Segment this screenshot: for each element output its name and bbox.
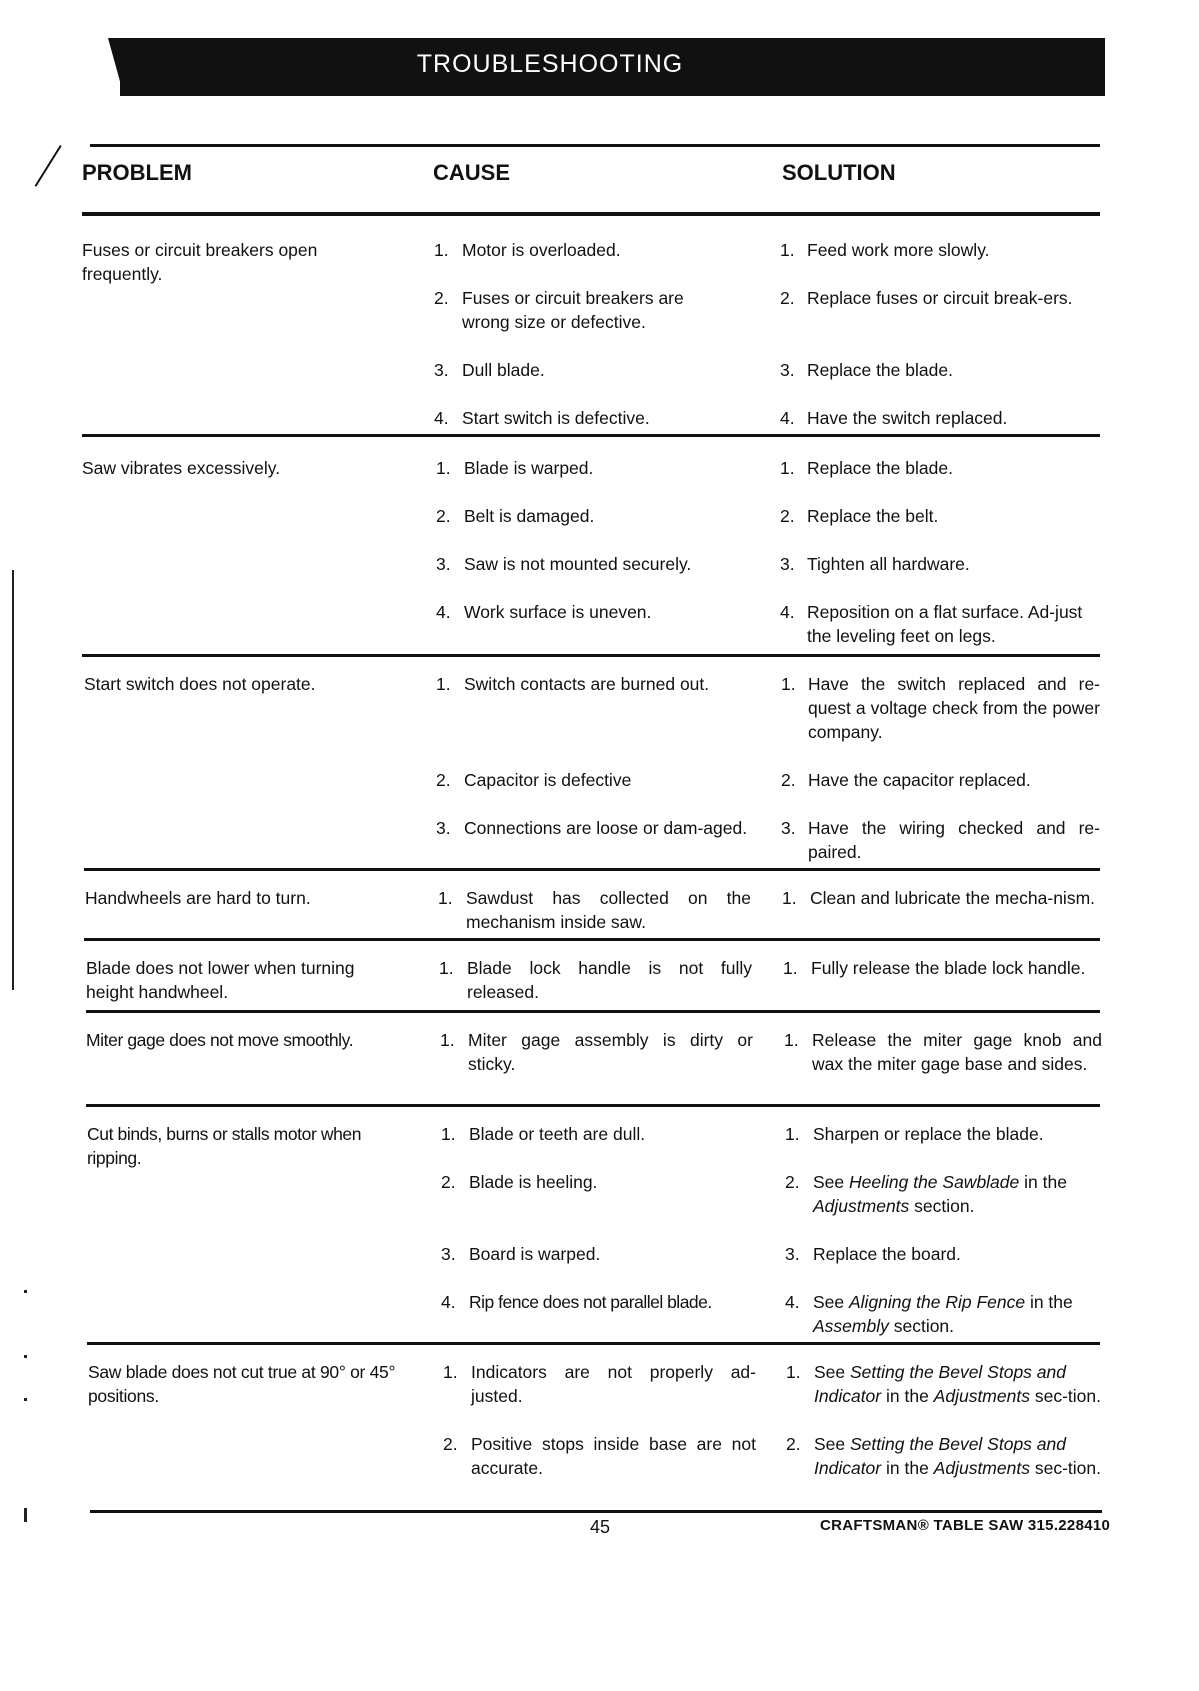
solution-section-ref: Adjustments: [933, 1386, 1030, 1406]
solution-number: 1.: [786, 1362, 801, 1382]
solution-text-part: in the: [1025, 1292, 1073, 1312]
solution-section-ref: Adjustments: [813, 1196, 910, 1216]
cause-text: Connections are loose or dam-aged.: [464, 818, 748, 838]
cause-number: 2.: [434, 288, 449, 308]
solution-number: 3.: [781, 818, 796, 838]
solution-text-part: See: [814, 1362, 850, 1382]
solution-text: [814, 1360, 1104, 1408]
footer-product-label: CRAFTSMAN® TABLE SAW 315.228410: [820, 1517, 1111, 1534]
cause-number: 1.: [440, 1030, 455, 1050]
row-divider: [82, 434, 1100, 437]
header-bottom-rule: [82, 212, 1100, 216]
problem-text: Saw blade does not cut true at 90° or 45° positions.: [88, 1362, 396, 1406]
cause-number: 4.: [441, 1292, 456, 1312]
problem-text: Blade does not lower when turning height handwheel.: [86, 958, 355, 1002]
solution-text: Release the miter gage knob and wax the miter gage base and sides.: [812, 1030, 1102, 1074]
solution-text-part: See: [813, 1172, 849, 1192]
cause-text: Belt is damaged.: [464, 506, 595, 526]
solution-number: 3.: [780, 554, 795, 574]
solution-text: Reposition on a flat surface. Ad-just the leveling feet on legs.: [807, 602, 1083, 646]
solution-reference: Aligning the Rip Fence: [849, 1292, 1026, 1312]
solution-text: [813, 1290, 1103, 1338]
cause-text: Miter gage assembly is dirty or sticky.: [468, 1030, 753, 1074]
page-title: TROUBLESHOOTING: [416, 50, 684, 78]
margin-scan-mark: [24, 1355, 27, 1358]
cause-number: 1.: [439, 958, 454, 978]
cause-number: 1.: [438, 888, 453, 908]
margin-scan-mark: [24, 1398, 27, 1401]
solution-number: 1.: [780, 240, 795, 260]
cause-text: Indicators are not properly ad-justed.: [471, 1362, 756, 1406]
solution-number: 4.: [780, 602, 795, 622]
cause-text: Work surface is uneven.: [464, 602, 652, 622]
solution-text: Fully release the blade lock handle.: [811, 958, 1086, 978]
row-divider: [84, 868, 1100, 871]
solution-reference: Heeling the Sawblade: [849, 1172, 1020, 1192]
row-divider: [82, 654, 1100, 657]
solution-text: [813, 1170, 1103, 1218]
problem-text: Cut binds, burns or stalls motor when ripping.: [87, 1124, 362, 1168]
bottom-rule: [90, 1510, 1102, 1513]
solution-reference: Setting the Bevel Stops and Indicator: [814, 1362, 1066, 1406]
solution-number: 3.: [780, 360, 795, 380]
problem-text: Handwheels are hard to turn.: [85, 888, 311, 908]
cause-number: 2.: [436, 770, 451, 790]
solution-text: Have the switch replaced and re-quest a voltage check from the power company.: [808, 674, 1100, 742]
cause-number: 2.: [436, 506, 451, 526]
cause-text: Sawdust has collected on the mechanism inside saw.: [466, 888, 751, 932]
cause-number: 3.: [436, 818, 451, 838]
solution-text: Sharpen or replace the blade.: [813, 1124, 1044, 1144]
page-number: 45: [590, 1517, 611, 1537]
solution-number: 4.: [785, 1292, 800, 1312]
cause-text: Switch contacts are burned out.: [464, 674, 710, 694]
solution-text: Clean and lubricate the mecha-nism.: [810, 888, 1096, 908]
cause-number: 1.: [443, 1362, 458, 1382]
cause-number: 1.: [436, 458, 451, 478]
cause-text: Dull blade.: [462, 360, 545, 380]
solution-text: Replace fuses or circuit break-ers.: [807, 288, 1073, 308]
header-slash-mark: [35, 145, 62, 187]
row-divider: [86, 1010, 1100, 1013]
cause-number: 3.: [441, 1244, 456, 1264]
solution-text-part: section.: [888, 1316, 955, 1336]
cause-text: Blade is heeling.: [469, 1172, 598, 1192]
problem-text: Saw vibrates excessively.: [82, 458, 281, 478]
solution-text-part: in the: [881, 1458, 934, 1478]
cause-text: Blade is warped.: [464, 458, 594, 478]
solution-section-ref: Adjustments: [933, 1458, 1030, 1478]
problem-text: Start switch does not operate.: [84, 674, 316, 694]
solution-text: Have the capacitor replaced.: [808, 770, 1031, 790]
cause-text: Start switch is defective.: [462, 408, 650, 428]
solution-number: 2.: [780, 288, 795, 308]
cause-number: 1.: [441, 1124, 456, 1144]
solution-text-part: See: [813, 1292, 849, 1312]
problem-text: Fuses or circuit breakers open frequently.: [82, 240, 318, 284]
solution-number: 1.: [782, 888, 797, 908]
cause-number: 2.: [441, 1172, 456, 1192]
solution-number: 1.: [785, 1124, 800, 1144]
solution-text: [814, 1432, 1104, 1480]
solution-text: Replace the blade.: [807, 360, 953, 380]
cause-text: Capacitor is defective: [464, 770, 632, 790]
solution-number: 1.: [784, 1030, 799, 1050]
header-problem: PROBLEM: [82, 160, 192, 185]
cause-number: 3.: [436, 554, 451, 574]
cause-text: Fuses or circuit breakers are wrong size or defective.: [462, 288, 684, 332]
solution-text-part: in the: [881, 1386, 934, 1406]
solution-text: Replace the board.: [813, 1244, 961, 1264]
solution-number: 2.: [780, 506, 795, 526]
solution-number: 2.: [781, 770, 796, 790]
solution-number: 3.: [785, 1244, 800, 1264]
header-top-rule: [90, 144, 1100, 147]
header-cause: CAUSE: [433, 160, 511, 185]
cause-text: Motor is overloaded.: [462, 240, 621, 260]
cause-number: 4.: [434, 408, 449, 428]
solution-number: 4.: [780, 408, 795, 428]
header-solution: SOLUTION: [782, 160, 896, 185]
row-divider: [87, 1342, 1100, 1345]
solution-text: Tighten all hardware.: [807, 554, 970, 574]
cause-text: Blade lock handle is not fully released.: [467, 958, 752, 1002]
solution-text: Replace the belt.: [807, 506, 939, 526]
row-divider: [84, 938, 1100, 941]
solution-text-part: sec-tion.: [1029, 1458, 1101, 1478]
solution-text-part: sec-tion.: [1029, 1386, 1101, 1406]
cause-text: Saw is not mounted securely.: [464, 554, 692, 574]
solution-number: 1.: [783, 958, 798, 978]
solution-text: Feed work more slowly.: [807, 240, 990, 260]
cause-number: 3.: [434, 360, 449, 380]
solution-text: Have the switch replaced.: [807, 408, 1008, 428]
solution-number: 1.: [780, 458, 795, 478]
problem-text: Miter gage does not move smoothly.: [86, 1030, 354, 1050]
solution-text-part: See: [814, 1434, 850, 1454]
solution-number: 2.: [786, 1434, 801, 1454]
solution-number: 2.: [785, 1172, 800, 1192]
solution-text-part: in the: [1019, 1172, 1067, 1192]
cause-text: Board is warped.: [469, 1244, 601, 1264]
solution-text: Have the wiring checked and re-paired.: [808, 818, 1100, 862]
cause-text: Positive stops inside base are not accurate.: [471, 1434, 756, 1478]
margin-scan-line: [12, 570, 14, 990]
solution-reference: Setting the Bevel Stops and Indicator: [814, 1434, 1066, 1478]
solution-text-part: section.: [909, 1196, 975, 1216]
cause-number: 1.: [436, 674, 451, 694]
cause-number: 4.: [436, 602, 451, 622]
solution-number: 1.: [781, 674, 796, 694]
margin-scan-mark: [24, 1508, 27, 1522]
row-divider: [86, 1104, 1100, 1107]
cause-number: 1.: [434, 240, 449, 260]
cause-text: Blade or teeth are dull.: [469, 1124, 646, 1144]
cause-number: 2.: [443, 1434, 458, 1454]
solution-text: Replace the blade.: [807, 458, 953, 478]
solution-section-ref: Assembly: [813, 1316, 889, 1336]
margin-scan-mark: [24, 1290, 27, 1293]
cause-text: Rip fence does not parallel blade.: [469, 1292, 712, 1312]
